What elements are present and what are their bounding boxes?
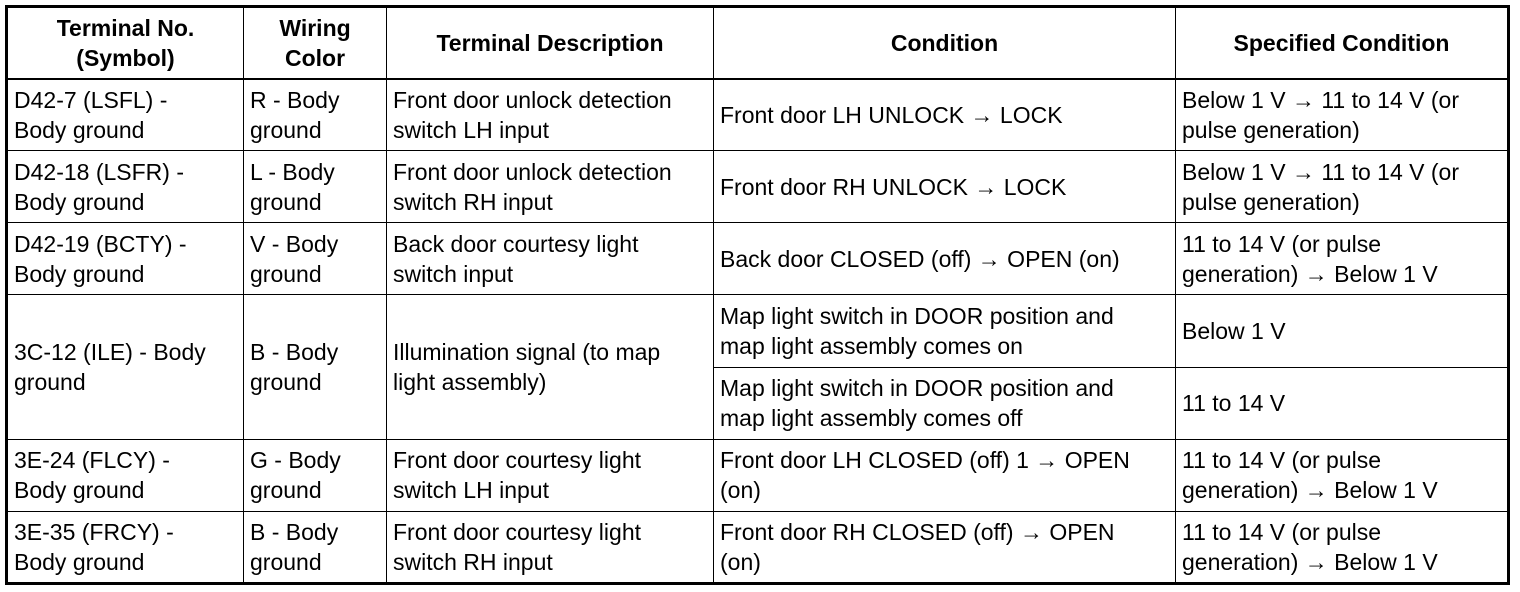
- terminal-cell: 3E-24 (FLCY) - Body ground: [7, 439, 244, 511]
- header-condition: Condition: [714, 7, 1176, 79]
- table-row: [7, 439, 1509, 511]
- table-row: [7, 511, 1509, 583]
- header-specified-condition: Specified Condition: [1176, 7, 1509, 79]
- specified-cell: Below 1 V → 11 to 14 V (or pulse generation): [1176, 79, 1509, 151]
- condition-cell: Front door RH CLOSED (off) → OPEN (on): [714, 511, 1176, 583]
- condition-cell: Front door LH UNLOCK → LOCK: [714, 79, 1176, 151]
- description-cell: Back door courtesy light switch input: [387, 223, 714, 295]
- wiring-cell: B - Body ground: [244, 511, 387, 583]
- table-row: [7, 79, 1509, 151]
- specified-cell: 11 to 14 V (or pulse generation) → Below 1 V: [1176, 511, 1509, 583]
- specified-cell: 11 to 14 V (or pulse generation) → Below 1 V: [1176, 439, 1509, 511]
- condition-cell: Front door LH CLOSED (off) 1 → OPEN (on): [714, 439, 1176, 511]
- condition-cell: Map light switch in DOOR position and map light assembly comes on: [714, 295, 1176, 367]
- terminal-cell: 3E-35 (FRCY) - Body ground: [7, 511, 244, 583]
- terminal-cell: D42-19 (BCTY) - Body ground: [7, 223, 244, 295]
- terminal-cell: D42-7 (LSFL) - Body ground: [7, 79, 244, 151]
- condition-cell: Map light switch in DOOR position and map light assembly comes off: [714, 367, 1176, 439]
- specified-cell: Below 1 V → 11 to 14 V (or pulse generation): [1176, 151, 1509, 223]
- specified-cell: Below 1 V: [1176, 295, 1509, 367]
- condition-cell: Front door RH UNLOCK → LOCK: [714, 151, 1176, 223]
- header-terminal-description: Terminal Description: [387, 7, 714, 79]
- wiring-cell: L - Body ground: [244, 151, 387, 223]
- description-cell: Front door courtesy light switch LH input: [387, 439, 714, 511]
- header-row: [7, 7, 1509, 79]
- specified-cell: 11 to 14 V: [1176, 367, 1509, 439]
- description-cell: Front door courtesy light switch RH input: [387, 511, 714, 583]
- header-wiring-color: Wiring Color: [244, 7, 387, 79]
- terminal-spec-table: [5, 5, 1510, 585]
- table-row: [7, 151, 1509, 223]
- specified-cell: 11 to 14 V (or pulse generation) → Below 1 V: [1176, 223, 1509, 295]
- description-cell: Front door unlock detection switch RH input: [387, 151, 714, 223]
- description-cell: Illumination signal (to map light assembly): [387, 295, 714, 439]
- wiring-cell: V - Body ground: [244, 223, 387, 295]
- description-cell: Front door unlock detection switch LH input: [387, 79, 714, 151]
- wiring-cell: R - Body ground: [244, 79, 387, 151]
- condition-cell: Back door CLOSED (off) → OPEN (on): [714, 223, 1176, 295]
- wiring-cell: B - Body ground: [244, 295, 387, 439]
- header-terminal-no: Terminal No. (Symbol): [7, 7, 244, 79]
- table-row: [7, 223, 1509, 295]
- wiring-cell: G - Body ground: [244, 439, 387, 511]
- terminal-cell: 3C-12 (ILE) - Body ground: [7, 295, 244, 439]
- terminal-cell: D42-18 (LSFR) - Body ground: [7, 151, 244, 223]
- table-row: [7, 295, 1509, 367]
